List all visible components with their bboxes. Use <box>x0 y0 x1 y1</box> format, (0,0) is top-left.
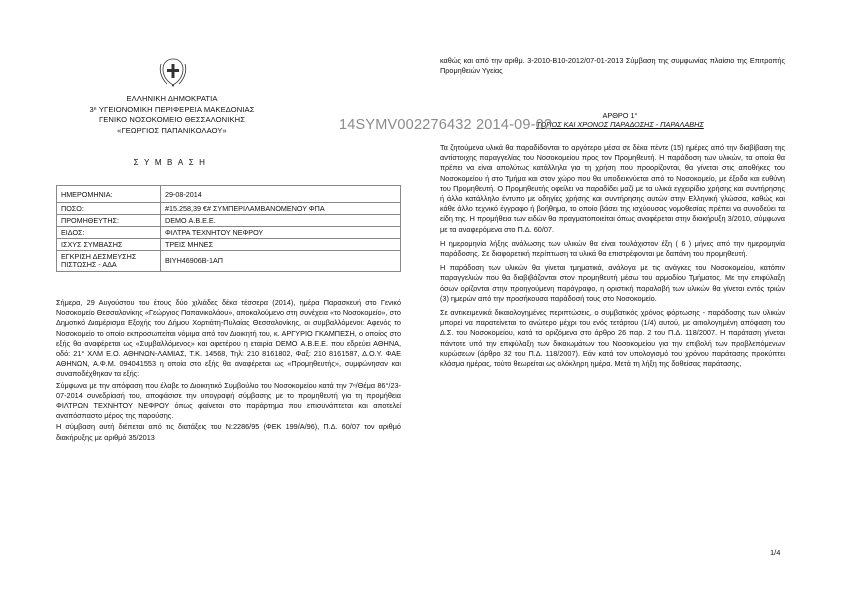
table-value: 29-08-2014 <box>161 186 401 203</box>
paragraph: Σύμφωνα με την απόφαση που έλαβε το Διοικητικό Συμβούλιο του Νοσοκομείου κατά την 7ⁿ/Θέμα 86°/23-07-2014 συνεδρίασή του, αποφάσισε την υπογραφή σύμβασης με το προμηθευτή για τη προμήθεια ΦΙΛΤΡΩΝ ΤΕΧΝΗΤΟΥ ΝΕΦΡΟΥ όπως φαίνεται στο παράρτημα που επισυνάπτεται και αποτελεί αναπόσπαστο μέρος της παρούσης. <box>56 380 401 421</box>
table-label: ΙΣΧΥΣ ΣΥΜΒΑΣΗΣ <box>57 239 161 251</box>
table-label: ΕΓΚΡΙΣΗ ΔΕΣΜΕΥΣΗΣ ΠΙΣΤΩΣΗΣ - ΑΔΑ <box>57 251 161 272</box>
page-number: 1/4 <box>770 548 781 557</box>
contract-info-table <box>56 185 401 272</box>
table-row <box>57 239 401 251</box>
table-value: ΒΙΥΗ46906Β-1ΑΠ <box>161 251 401 272</box>
table-label: ΠΡΟΜΗΘΕΥΤΗΣ: <box>57 215 161 227</box>
header-line: 3ⁿ ΥΓΕΙΟΝΟΜΙΚΗ ΠΕΡΙΦΕΡΕΙΑ ΜΑΚΕΔΟΝΙΑΣ <box>89 104 255 114</box>
header-line: ΕΛΛΗΝΙΚΗ ΔΗΜΟΚΡΑΤΙΑ <box>126 94 218 103</box>
table-row <box>57 203 401 215</box>
table-label: ΕΙΔΟΣ: <box>57 227 161 239</box>
header-line: «ΓΕΩΡΓΙΟΣ ΠΑΠΑΝΙΚΟΛΑΟΥ» <box>117 125 227 135</box>
paragraph: Η παράδοση των υλικών θα γίνεται τμηματικά, ανάλογα με τις ανάγκες του Νοσοκομείου, κατόπιν παραγγελιών που θα διαβιβάζονται στον προμηθευτή μέσω του αρμοδίου Τμήματος. Με την επιφύλαξη όσων ορίζονται στην προηγούμενη παράγραφο, η οριστική παραλαβή των υλικών θα γίνεται εντός τριών (3) ημερών από την προσήκουσα παράδοσή τους στο Νοσοκομείο. <box>440 263 785 303</box>
paragraph: Τα ζητούμενα υλικά θα παραδίδονται το αργότερο μέσα σε δέκα πέντε (15) ημέρες από την διαβίβαση της αντίστοιχης παραγγελίας του Νοσοκομείου προς τον Προμηθευτή. Η παράδοση των υλικών, τα οποία θα πρέπει να είναι απολύτως κατάλληλα για τη χρήση που προορίζονται, θα γίνεται στις αποθήκες του Νοσοκομείου ή στο Τμήμα και στον χώρο που θα υποδεικνύεται από το Νοσοκομείο, με έξοδα και ευθύνη του Προμηθευτή. Ο Προμηθευτής οφείλει να παραδίδει μαζί με τα υλικά εγχειρίδιο χρήσης και συντήρησης ή άλλο κατάλληλο έντυπο με οδηγίες χρήσης και συντήρησης αυτών στην Ελληνική γλώσσα, καθώς και κάθε άλλο τεχνικό έγγραφο ή βοήθημα, το οποίο βάσει της ισχύουσας νομοθεσίας πρέπει να συνοδεύει τα είδη της. Η προμήθεια των ειδών θα πραγματοποιείται όπως αναφέρεται στην διακήρυξη 3/2010, σύμφωνα με τα αναφερόμενα στο Π.Δ. 60/07. <box>440 143 785 234</box>
diavgeia-watermark: 14SYMV002276432 2014-09-02 <box>339 117 553 133</box>
table-value: ΤΡΕΙΣ ΜΗΝΕΣ <box>161 239 401 251</box>
paragraph: Η σύμβαση αυτή διέπεται από τις διατάξεις του Ν:2286/95 (ΦΕΚ 199/Α/96), Π.Δ. 60/07 τον αριθμό διακήρυξης με αριθμό 35/2013 <box>56 422 401 442</box>
table-value: ΦΙΛΤΡΑ ΤΕΧΝΗΤΟΥ ΝΕΦΡΟΥ <box>161 227 401 239</box>
table-row <box>57 186 401 203</box>
right-column-text <box>440 143 785 369</box>
article-heading <box>530 112 710 129</box>
article-subtitle: ΤΟΠΟΣ ΚΑΙ ΧΡΟΝΟΣ ΠΑΡΑΔΟΣΗΣ - ΠΑΡΑΛΑΒΗΣ <box>536 119 704 129</box>
left-column-text <box>56 298 401 443</box>
table-row <box>57 227 401 239</box>
table-label: ΗΜΕΡΟΜΗΝΙΑ: <box>57 186 161 203</box>
article-number: ΑΡΘΡΟ 1° <box>602 111 638 120</box>
table-value: DEMO Α.Β.Ε.Ε. <box>161 215 401 227</box>
issuer-header <box>62 94 282 136</box>
greek-coat-of-arms-icon <box>158 56 188 88</box>
table-label: ΠΟΣΟ: <box>57 203 161 215</box>
table-row <box>57 215 401 227</box>
header-line: ΓΕΝΙΚΟ ΝΟΣΟΚΟΜΕΙΟ ΘΕΣΣΑΛΟΝΙΚΗΣ <box>98 115 246 125</box>
table-value: #15.258,39 €# ΣΥΜΠΕΡΙΛΑΜΒΑΝΟΜΕΝΟΥ ΦΠΑ <box>161 203 401 215</box>
paragraph: Η ημερομηνία λήξης ανάλωσης των υλικών θα είναι τουλάχιστον έξη ( 6 ) μήνες από την ημερομηνία παράδοσης. Σε διαφορετική περίπτωση τα υλικά θα επιστρέφονται με δαπάνη του προμηθευτή. <box>440 238 785 259</box>
document-title: ΣΥΜΒΑΣΗ <box>133 158 211 167</box>
table-row <box>57 251 401 272</box>
paragraph: Σήμερα, 29 Αυγούστου του έτους δύο χιλιάδες δέκα τέσσερα (2014), ημέρα Παρασκευή στο Γενικό Νοσοκομείο Θεσσαλονίκης «Γεώργιος Παπανικολάου», αποκαλούμενο στη συνέχεια «το Νοσοκομείο», στο Δημοτικό Διαμέρισμα Εξοχής του Δήμου Χορτιάτη-Πυλαίας Θεσσαλονίκης, οι συμβαλλόμενοι: Αφενός το Νοσοκομείο το οποίο εκπροσωπείται νόμιμα από τον Διοικητή του, κ. ΑΡΓΥΡΙΟ ΓΚΑΜΠΕΣΗ, ο οποίος στο εξής θα αναφέρεται ως «Συμβαλλόμενος» και αφετέρου η εταιρία DEMO Α.Β.Ε.Ε. που εδρεύει ΑΘΗΝΑ, οδό: 21° ΧΛΜ Ε.Ο. ΑΘΗΝΩΝ-ΛΑΜΙΑΣ, Τ.Κ. 14568, Τηλ: 210 8161802, Φαξ: 210 8161587, Δ.Ο.Υ. ΦΑΕ ΑΘΗΝΩΝ, Α.Φ.Μ. 094041553 η οποία στο εξής θα αναφέρεται ως «Προμηθευτής», συμφώνησαν και συναποδέχθηκαν τα εξής: <box>56 298 401 379</box>
paragraph: Σε αντικειμενικά δικαιολογημένες περιπτώσεις, ο συμβατικός χρόνος φόρτωσης - παράδοσης των υλικών μπορεί να παρατείνεται το ανώτερο μέχρι του ενός τετάρτου (1/4) αυτού, με αιτιολογημένη απόφαση του Δ.Σ. του Νοσοκομείου, κατά τα οριζόμενα στο άρθρο 26 παρ. 2 του Π.Δ. 118/2007. Η παράταση γίνεται πάντοτε υπό την επιφύλαξη των δικαιωμάτων του Νοσοκομείου για την επιβολή των προβλεπόμενων κυρώσεων (άρθρο 32 του Π.Δ. 118/2007). Εάν κατά τον υπολογισμό του χρόνου παράτασης προκύπτει κλάσμα ημέρας, τούτο θεωρείται ως ολόκληρη ημέρα. Μετά τη λήξη της δοθείσας παράτασης, <box>440 308 785 369</box>
right-column-top-text: καθώς και από την αριθμ. 3-2010-Β10-2012/07-01-2013 Σύμβαση της συμφωνίας πλαίσιο της Επιτροπής Προμηθειών Υγείας <box>440 56 785 76</box>
